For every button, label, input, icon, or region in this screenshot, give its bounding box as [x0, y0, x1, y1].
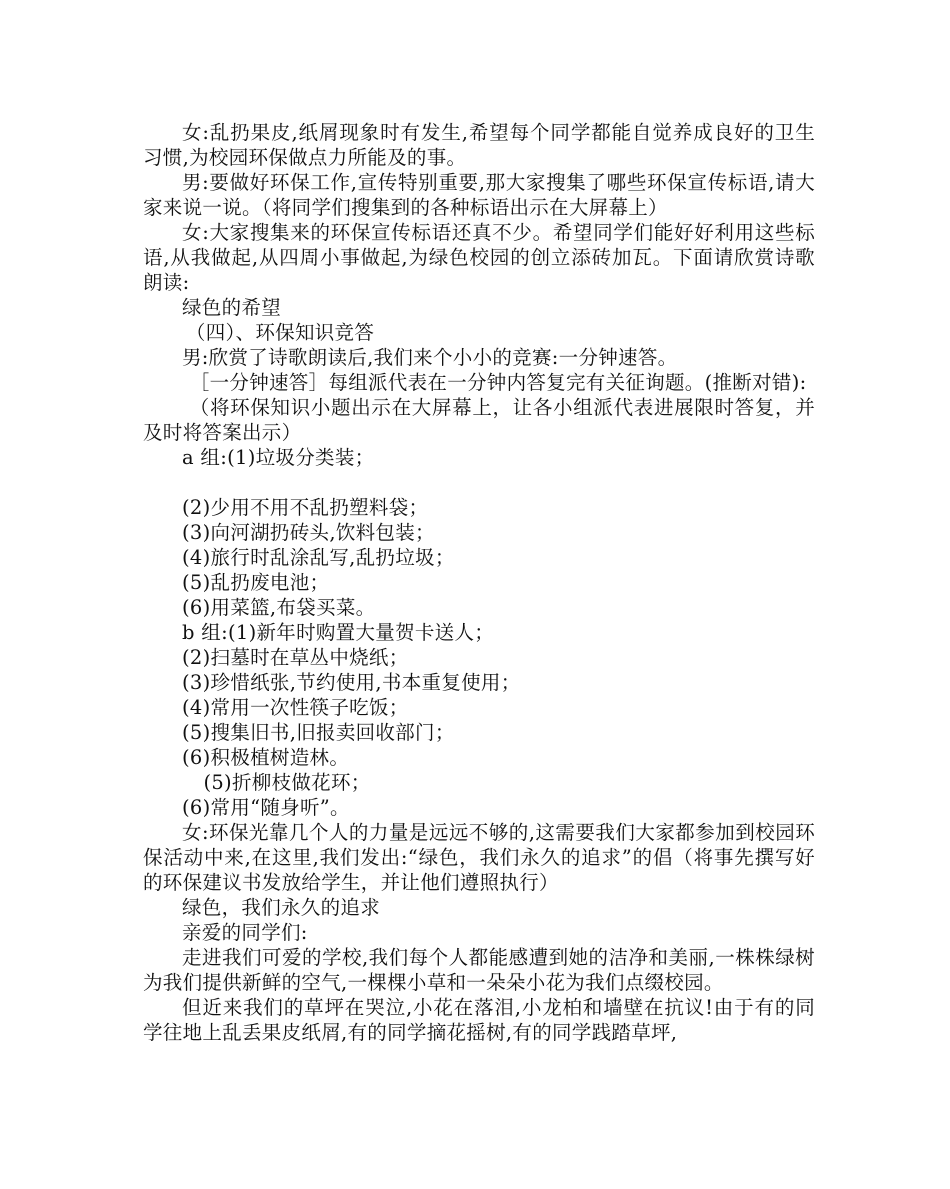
paragraph: 走进我们可爱的学校,我们每个人都能感遭到她的洁净和美丽,一株株绿树为我们提供新鲜的空气,一棵棵小草和一朵朵小花为我们点缀校园。	[143, 946, 815, 994]
section-heading: （四）、环保知识竞答	[185, 321, 375, 344]
salutation: 亲爱的同学们:	[182, 921, 308, 944]
paragraph: （将环保知识小题出示在大屏幕上，让各小组派代表进展限时答复，并及时将答案出示）	[143, 396, 815, 444]
list-item: (5)乱扔废电池；	[182, 571, 330, 594]
list-item: (6)常用“随身听”。	[182, 796, 350, 819]
paragraph: 绿色的希望	[182, 296, 282, 319]
list-item: (6)用菜篮,布袋买菜。	[182, 596, 376, 619]
list-item: (5)搜集旧书,旧报卖回收部门；	[182, 721, 455, 744]
list-item: (6)积极植树造林。	[182, 746, 350, 769]
paragraph: 女:大家搜集来的环保宣传标语还真不少。希望同学们能好好利用这些标语,从我做起,从四周小事做起,为绿色校园的创立添砖加瓦。下面请欣赏诗歌朗读:	[143, 221, 815, 294]
list-item: (4)常用一次性筷子吃饭；	[182, 696, 409, 719]
paragraph: 男:要做好环保工作,宣传特别重要,那大家搜集了哪些环保宣传标语,请大家来说一说。（将同学们搜集到的各种标语出示在大屏幕上）	[143, 171, 815, 219]
paragraph: 男:欣赏了诗歌朗读后,我们来个小小的竞赛:一分钟速答。	[182, 346, 678, 369]
list-item: (4)旅行时乱涂乱写,乱扔垃圾；	[182, 546, 455, 569]
list-item: b 组:(1)新年时购置大量贺卡送人；	[182, 621, 495, 644]
blank-line	[143, 470, 815, 495]
list-item: a 组:(1)垃圾分类装；	[182, 446, 375, 469]
paragraph: 女:环保光靠几个人的力量是远远不够的,这需要我们大家都参加到校园环保活动中来,在这里,我们发出:“绿色，我们永久的追求”的倡（将事先撰写好的环保建议书发放给学生，并让他们遵照执行）	[143, 821, 815, 894]
paragraph: ［一分钟速答］每组派代表在一分钟内答复完有关征询题。(推断对错):	[189, 371, 807, 394]
list-item: (3)珍惜纸张,节约使用,书本重复使用；	[182, 671, 521, 694]
paragraph: 但近来我们的草坪在哭泣,小花在落泪,小龙柏和墙壁在抗议!由于有的同学往地上乱丢果皮纸屑,有的同学摘花摇树,有的同学践踏草坪,	[143, 996, 815, 1044]
paragraph: 女:乱扔果皮,纸屑现象时有发生,希望每个同学都能自觉养成良好的卫生习惯,为校园环保做点力所能及的事。	[143, 121, 815, 169]
list-item: (2)扫墓时在草丛中烧纸；	[182, 646, 409, 669]
list-item: (3)向河湖扔砖头,饮料包装；	[182, 521, 435, 544]
document-body	[143, 120, 815, 1045]
list-item: (2)少用不用不乱扔塑料袋；	[182, 496, 429, 519]
list-item: (5)折柳枝做花环；	[203, 771, 371, 794]
section-heading: 绿色，我们永久的追求	[182, 896, 381, 919]
